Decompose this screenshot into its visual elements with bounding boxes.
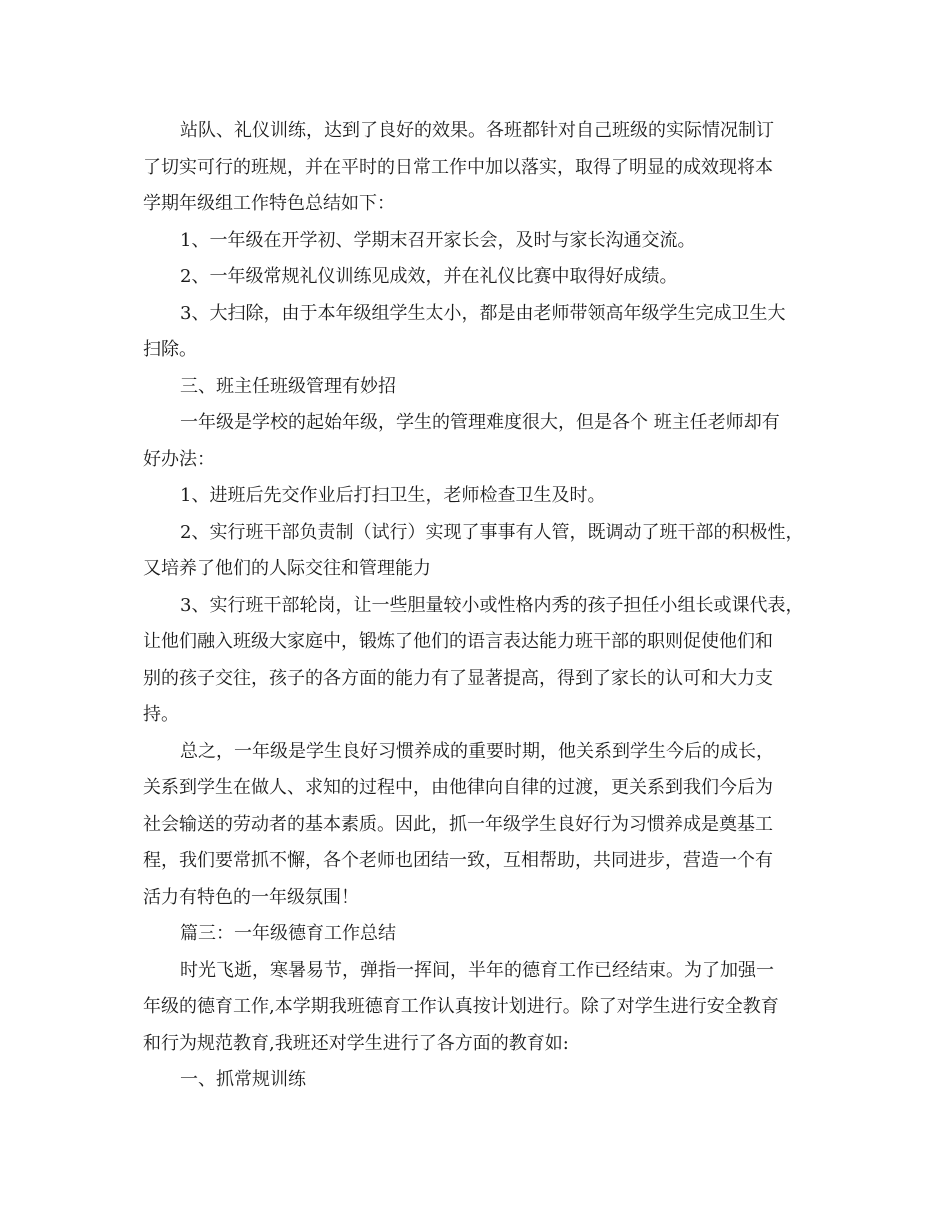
- paragraph-line: 年级的德育工作,本学期我班德育工作认真按计划进行。除了对学生进行安全教育: [143, 996, 779, 1017]
- paragraph-line: 站队、礼仪训练，达到了良好的效果。各班都针对自己班级的实际情况制订: [180, 120, 774, 141]
- paragraph-line: 活力有特色的一年级氛围！: [143, 886, 359, 908]
- paragraph-line: 好办法：: [143, 448, 215, 470]
- paragraph-line: 扫除。: [143, 339, 197, 360]
- paragraph-line: 时光飞逝，寒暑易节，弹指一挥间，半年的德育工作已经结束。为了加强一: [180, 959, 774, 981]
- section-heading: 三、班主任班级管理有妙招: [180, 375, 396, 397]
- section-heading: 篇三：一年级德育工作总结: [180, 923, 396, 944]
- list-item: 2、一年级常规礼仪训练见成效，并在礼仪比赛中取得好成绩。: [180, 266, 678, 287]
- list-item: 3、大扫除，由于本年级组学生太小，都是由老师带领高年级学生完成卫生大: [180, 302, 786, 324]
- list-item: 1、进班后先交作业后打扫卫生，老师检查卫生及时。: [180, 485, 606, 506]
- paragraph-line: 持。: [143, 704, 179, 725]
- document-body: [143, 113, 833, 1099]
- paragraph-line: 又培养了他们的人际交往和管理能力: [143, 558, 431, 579]
- paragraph-line: 社会输送的劳动者的基本素质。因此，抓一年级学生良好行为习惯养成是奠基工: [143, 813, 773, 835]
- paragraph-line: 让他们融入班级大家庭中，锻炼了他们的语言表达能力班干部的职则促使他们和: [143, 631, 773, 652]
- paragraph-line: 了切实可行的班规，并在平时的日常工作中加以落实，取得了明显的成效现将本: [143, 156, 773, 178]
- paragraph-line: 学期年级组工作特色总结如下：: [143, 193, 395, 214]
- paragraph-line: 程，我们要常抓不懈，各个老师也团结一致，互相帮助，共同进步，营造一个有: [143, 850, 773, 871]
- paragraph-line: 总之，一年级是学生良好习惯养成的重要时期，他关系到学生今后的成长，: [180, 740, 774, 762]
- paragraph-line: 别的孩子交往，孩子的各方面的能力有了显著提高，得到了家长的认可和大力支: [143, 667, 773, 689]
- list-item: 2、实行班干部负责制（试行）实现了事事有人管，既调动了班干部的积极性，: [180, 521, 804, 543]
- section-heading: 一、抓常规训练: [180, 1069, 306, 1090]
- list-item: 3、实行班干部轮岗，让一些胆量较小或性格内秀的孩子担任小组长或课代表，: [180, 594, 804, 616]
- list-item: 1、一年级在开学初、学期末召开家长会，及时与家长沟通交流。: [180, 229, 696, 251]
- paragraph-line: 和行为规范教育,我班还对学生进行了各方面的教育如:: [143, 1032, 569, 1054]
- paragraph-line: 关系到学生在做人、求知的过程中，由他律向自律的过渡，更关系到我们今后为: [143, 777, 773, 798]
- paragraph-line: 一年级是学校的起始年级，学生的管理难度很大，但是各个 班主任老师却有: [180, 412, 780, 433]
